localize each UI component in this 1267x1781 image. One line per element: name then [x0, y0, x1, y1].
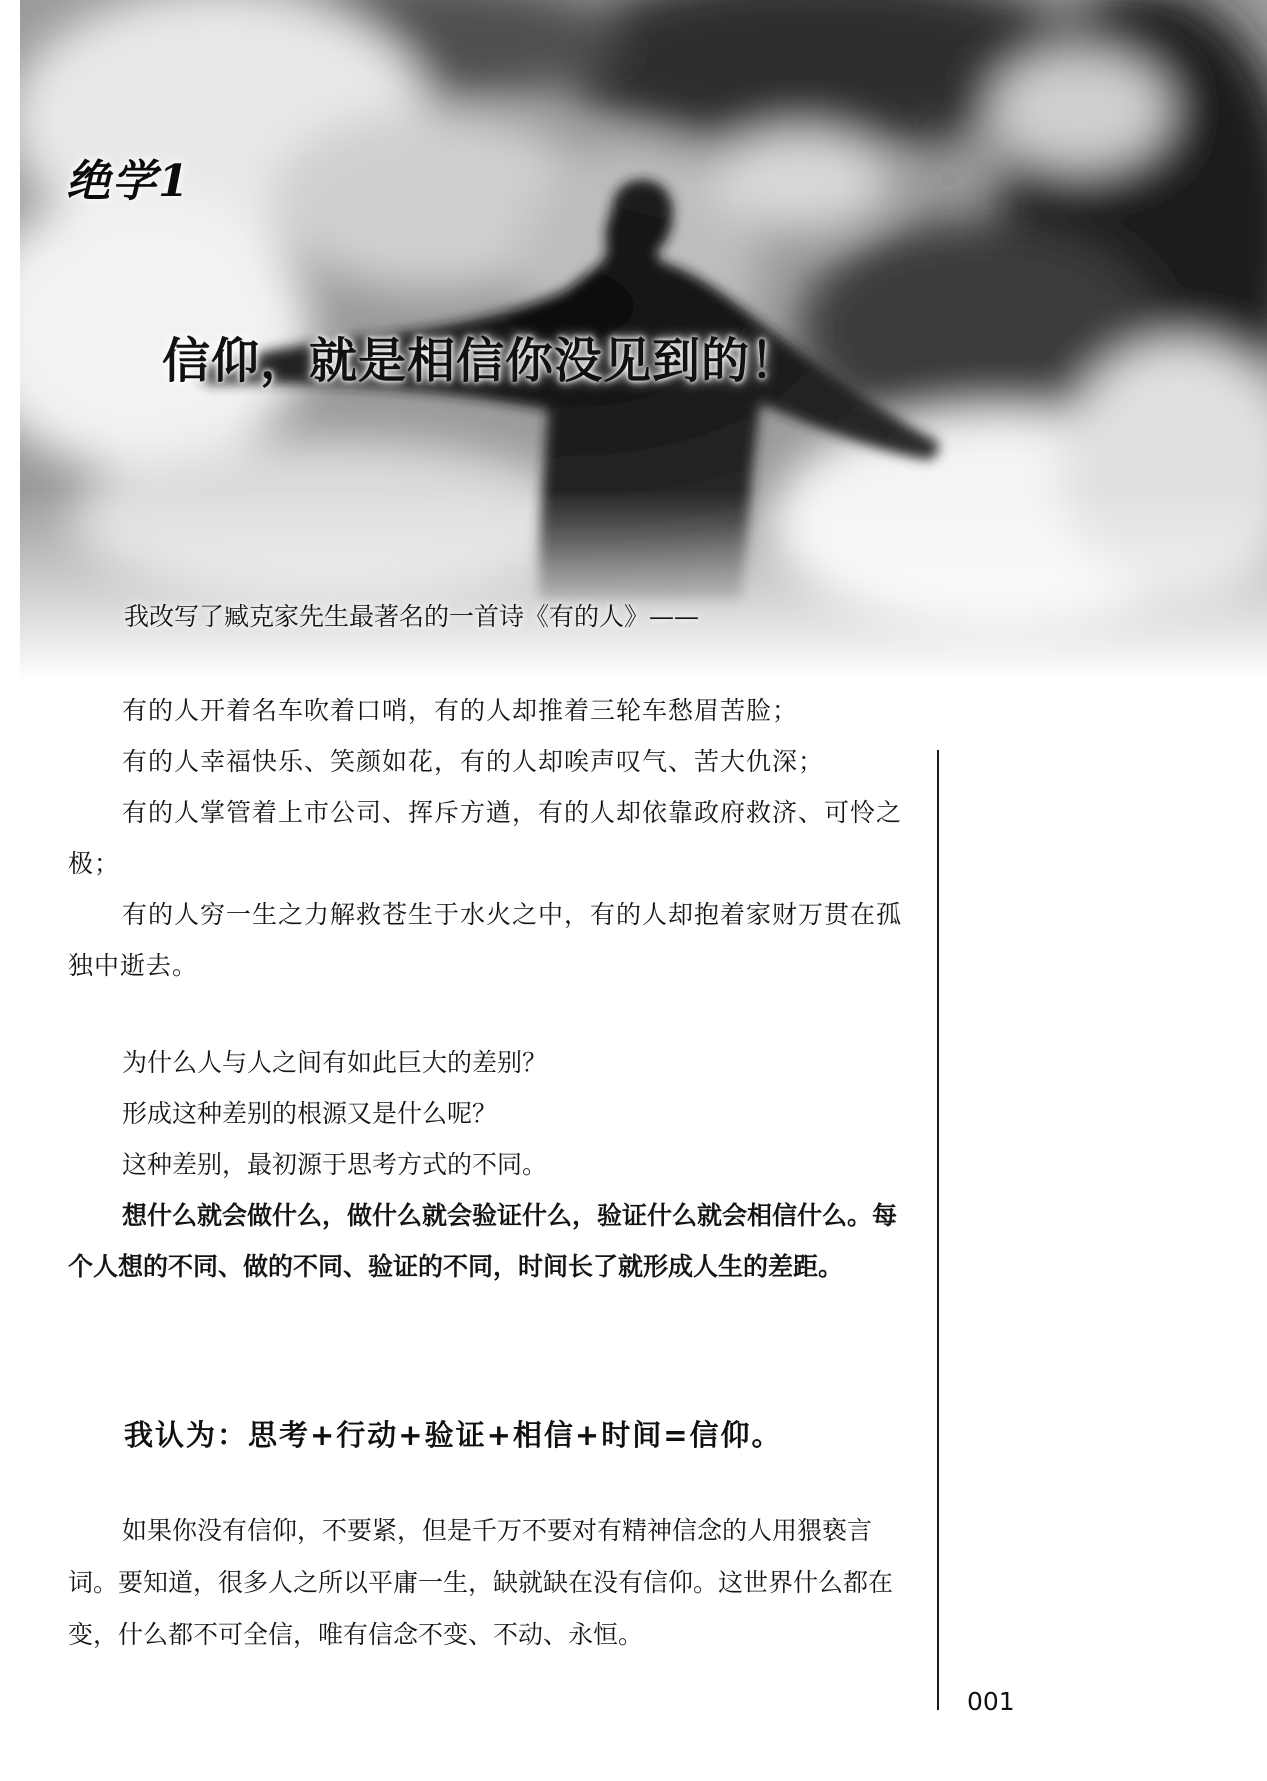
intro-text: 我改写了臧克家先生最著名的一首诗《有的人》——	[124, 602, 700, 631]
poem-line: 有的人幸福快乐、笑颜如花，有的人却唉声叹气、苦大仇深；	[122, 747, 825, 776]
page-title: 信仰，就是相信你没见到的！	[162, 333, 800, 389]
main-content	[68, 685, 918, 1292]
chapter-label: 绝学1	[66, 156, 191, 207]
poem-line: 有的人穷一生之力解救苍生于水火之中，有的人却抱着家财万贯在孤独中逝去。	[68, 900, 903, 980]
poem-line: 有的人掌管着上市公司、挥斥方遒，有的人却依靠政府救济、可怜之极；	[68, 798, 903, 878]
question-line: 为什么人与人之间有如此巨大的差别？	[122, 1048, 548, 1077]
page-number: 001	[967, 1687, 1015, 1716]
closing-paragraph: 如果你没有信仰，不要紧，但是千万不要对有精神信念的人用猥亵言词。要知道，很多人之所以平庸一生，缺就缺在没有信仰。这世界什么都在变，什么都不可全信，唯有信念不变、不动、永恒。	[68, 1516, 894, 1649]
poem-line: 有的人开着名车吹着口哨，有的人却推着三轮车愁眉苦脸；	[122, 696, 799, 725]
formula-statement: 我认为：思考+行动+验证+相信+时间=信仰。	[124, 1418, 783, 1452]
question-line: 形成这种差别的根源又是什么呢？	[122, 1099, 498, 1128]
question-line: 这种差别，最初源于思考方式的不同。	[122, 1150, 548, 1179]
poem-block	[68, 685, 918, 991]
margin-rule	[937, 750, 939, 1710]
questions-block	[68, 1037, 918, 1292]
bold-paragraph: 想什么就会做什么，做什么就会验证什么，验证什么就会相信什么。每个人想的不同、做的不同、验证的不同，时间长了就形成人生的差距。	[68, 1201, 898, 1281]
